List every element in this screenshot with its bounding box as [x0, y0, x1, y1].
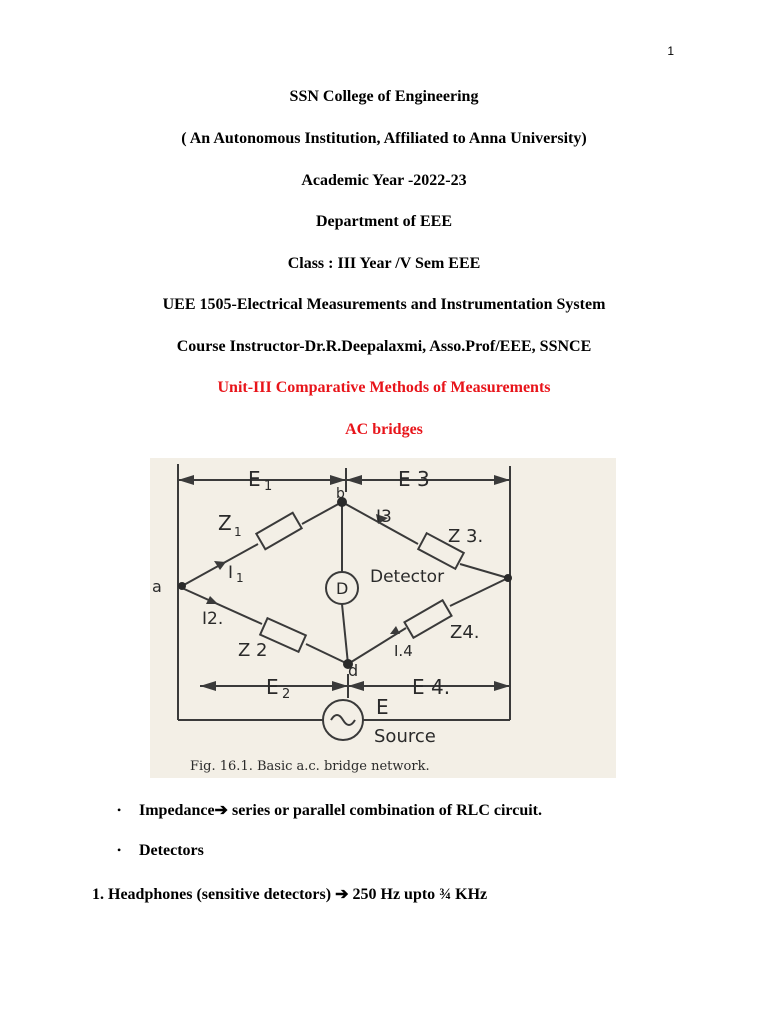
label-i4: I.4: [394, 642, 413, 660]
bullet-text: Impedance➔ series or parallel combination of RLC circuit.: [139, 802, 542, 819]
label-z3: Z 3.: [448, 526, 484, 547]
label-e1-sub: 1: [264, 479, 273, 494]
bullet-impedance: [117, 800, 542, 820]
label-e1: E: [248, 467, 261, 491]
academic-year: Academic Year -2022-23: [301, 172, 467, 189]
label-e4: E 4.: [412, 675, 451, 699]
label-e2: E: [266, 675, 279, 699]
detector-wire-bottom: [342, 604, 348, 664]
class-info: Class : III Year /V Sem EEE: [287, 255, 481, 272]
bullet-text: Detectors: [139, 842, 204, 859]
z1-impedance: [256, 513, 301, 550]
course-title: UEE 1505-Electrical Measurements and Instrumentation System: [162, 296, 606, 313]
label-e3: E 3: [398, 467, 430, 491]
label-i2: I2.: [202, 609, 224, 629]
college-name: SSN College of Engineering: [289, 88, 479, 105]
arm-dc-upper: [450, 578, 508, 606]
label-source-e: E: [376, 695, 389, 719]
label-detector: Detector: [370, 567, 445, 587]
label-z1: Z: [218, 511, 232, 535]
detector-symbol: D: [336, 579, 349, 598]
topic-title: AC bridges: [345, 421, 423, 438]
department: Department of EEE: [316, 213, 452, 230]
z4-impedance: [404, 600, 451, 638]
label-node-b: b: [336, 486, 345, 502]
sine-icon: [331, 715, 355, 725]
arm-ad-lower: [306, 644, 348, 664]
bullet-detectors: [117, 842, 204, 860]
label-e2-sub: 2: [282, 687, 291, 702]
numbered-item-headphones: 1. Headphones (sensitive detectors) ➔ 250 Hz upto ¾ KHz: [92, 886, 488, 903]
label-z1-sub: 1: [234, 525, 242, 539]
arm-bc-lower: [460, 564, 508, 578]
page-number: 1: [667, 44, 674, 58]
arm-ab-upper: [302, 502, 342, 524]
label-node-d: d: [348, 661, 359, 680]
label-i1: I: [228, 563, 234, 583]
bullet-marker: •: [117, 843, 122, 857]
unit-title: Unit-III Comparative Methods of Measurements: [217, 379, 551, 396]
ac-bridge-figure: [150, 458, 616, 778]
node-a-dot: [178, 582, 186, 590]
label-i1-sub: 1: [236, 571, 244, 585]
figure-caption: Fig. 16.1. Basic a.c. bridge network.: [190, 759, 430, 774]
label-node-a: a: [152, 577, 162, 596]
course-instructor: Course Instructor-Dr.R.Deepalaxmi, Asso.Prof/EEE, SSNCE: [176, 338, 592, 355]
node-c-dot: [504, 574, 512, 582]
bridge-diagram: [150, 458, 616, 778]
affiliation: ( An Autonomous Institution, Affiliated to Anna University): [181, 130, 587, 147]
label-source: Source: [374, 726, 436, 747]
label-z4: Z4.: [450, 622, 480, 643]
bullet-marker: •: [117, 803, 122, 817]
label-z2: Z 2: [238, 640, 268, 661]
label-i3: I3: [376, 507, 392, 527]
